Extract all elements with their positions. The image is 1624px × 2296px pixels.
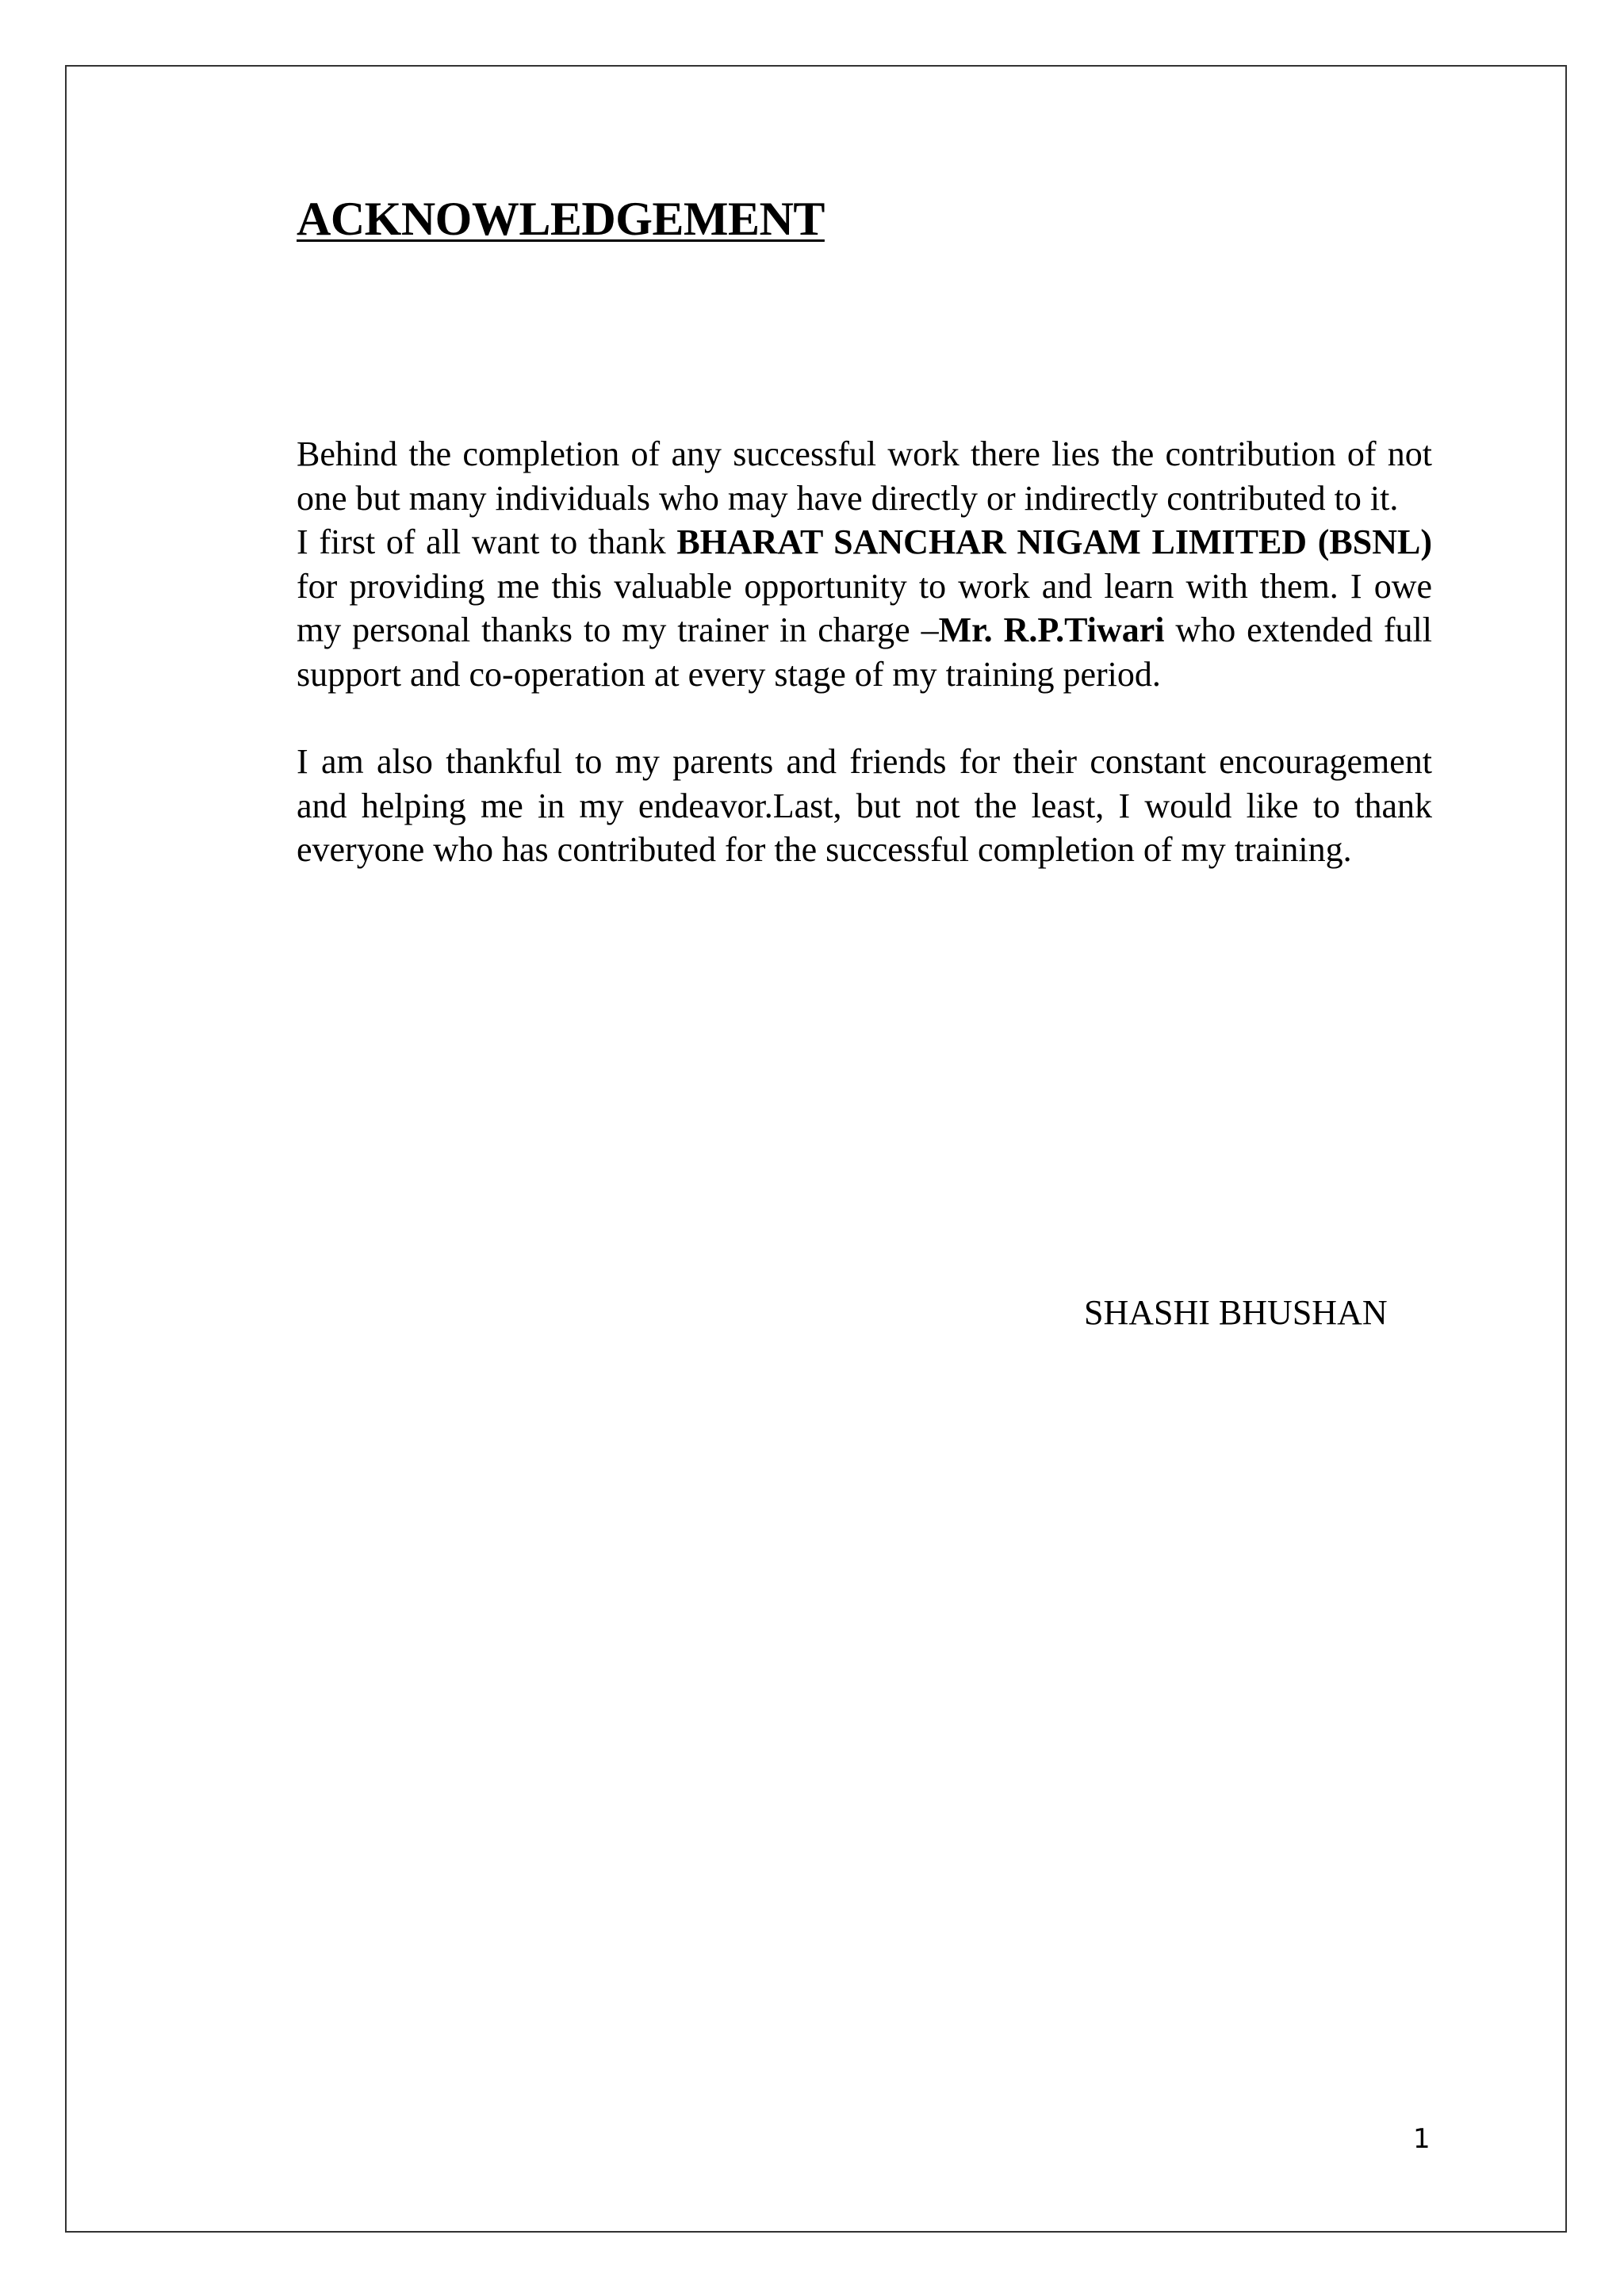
paragraph-thanks-organization [297, 520, 1432, 696]
page-number: 1 [1413, 2123, 1431, 2155]
organization-name: BHARAT SANCHAR NIGAM LIMITED (BSNL) [676, 522, 1432, 561]
trainer-name: Mr. R.P.Tiwari [938, 610, 1165, 649]
signature-name: SHASHI BHUSHAN [1084, 1293, 1388, 1332]
paragraph-intro: Behind the completion of any successful work there lies the contribution of not one but many individuals who may have directly or indirectly contributed to it. [297, 434, 1432, 518]
paragraph-thanks-family: I am also thankful to my parents and friends for their constant encouragement and helping me in my endeavor.Last, but not the least, I would like to thank everyone who has contributed for the successful completion of my training. [297, 742, 1432, 869]
paragraph-text: I first of all want to thank [297, 522, 677, 561]
paragraph-text: for providing me this valuable opportunity to work and learn with them. I owe my personal thanks to my trainer in charge – [297, 566, 1432, 649]
page-title: ACKNOWLEDGEMENT [297, 193, 825, 245]
paragraph-text: who extended full support and co-operation at every stage of my training period. [297, 610, 1432, 694]
document-content [297, 190, 1432, 872]
acknowledgement-body [297, 432, 1432, 872]
